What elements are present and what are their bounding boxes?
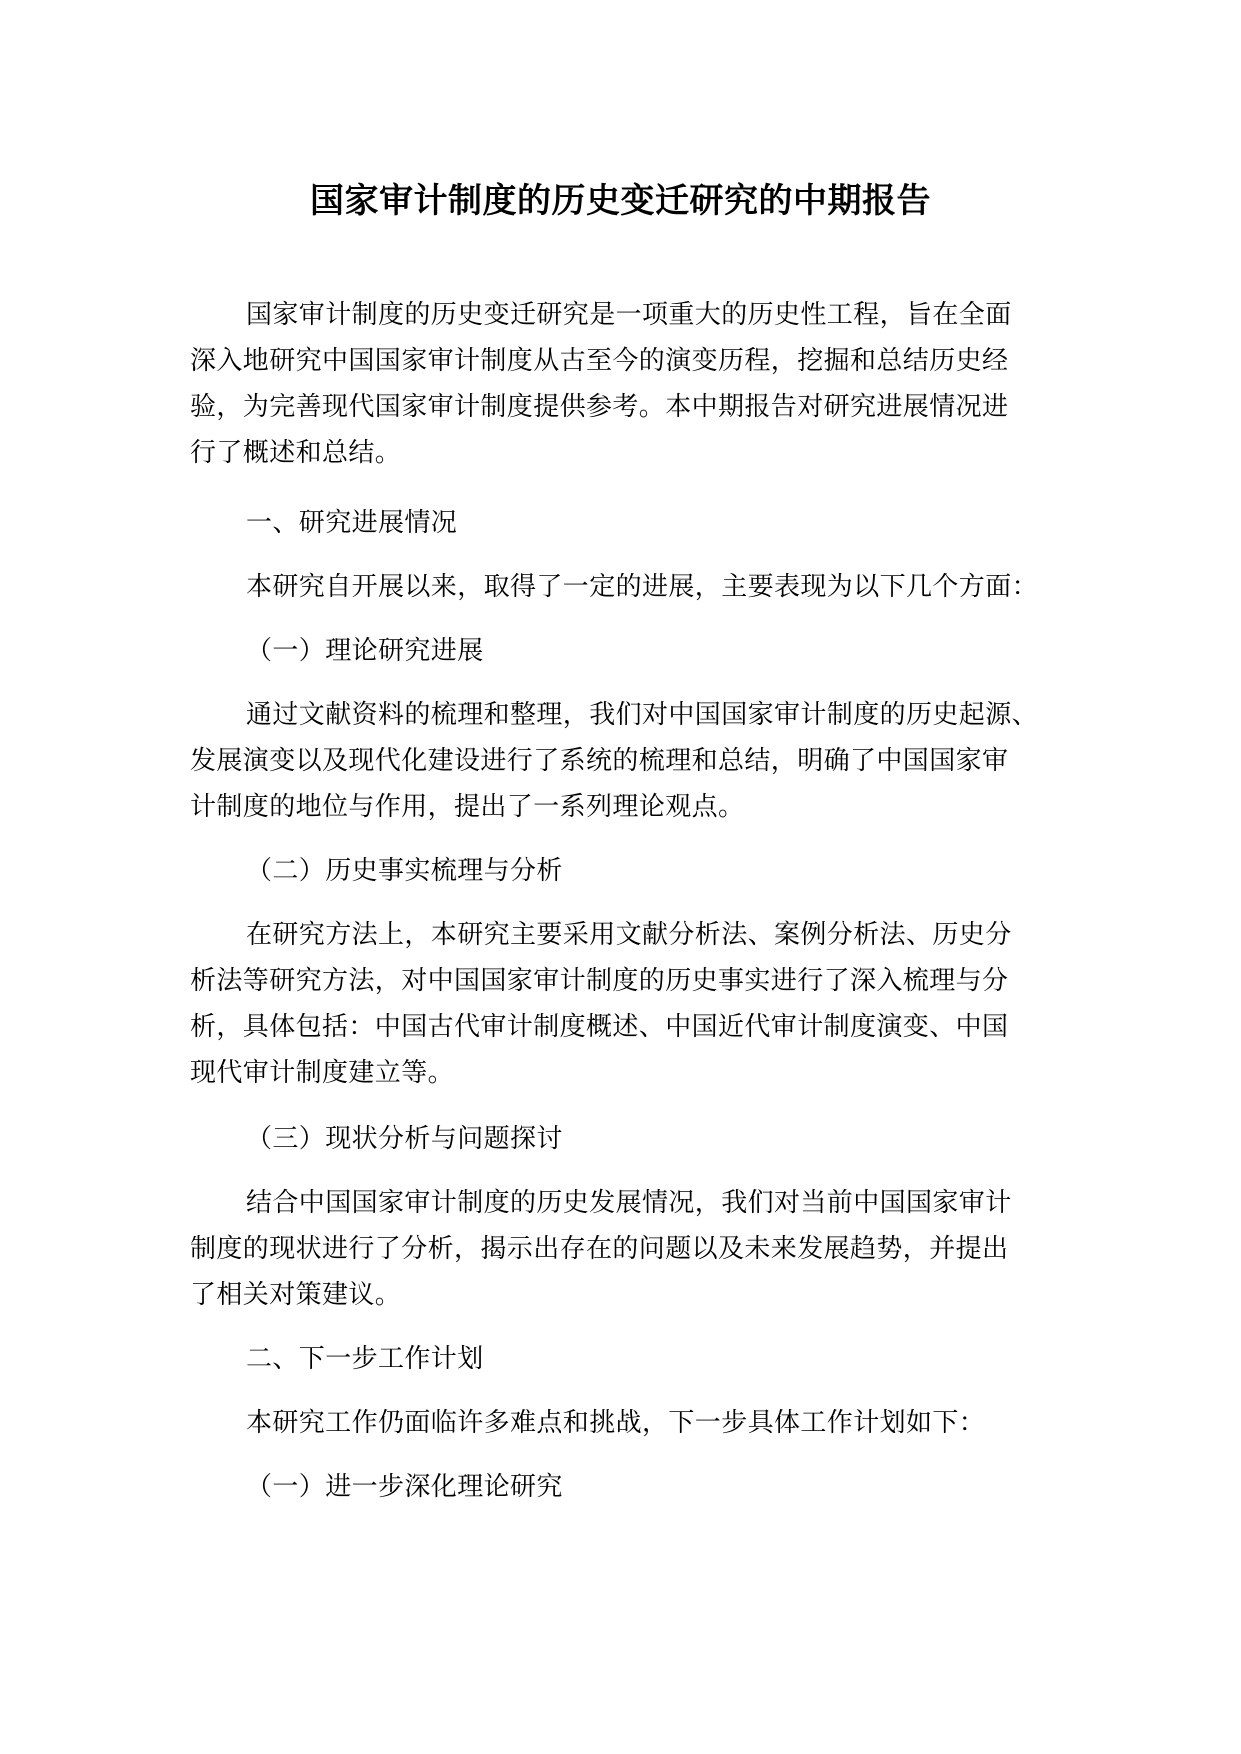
- progress-intro-paragraph: [190, 564, 1038, 610]
- paragraph-line: 析，具体包括：中国古代审计制度概述、中国近代审计制度演变、中国: [190, 1012, 1009, 1042]
- paragraph-line: 结合中国国家审计制度的历史发展情况，我们对当前中国国家审计: [246, 1188, 1012, 1218]
- heading-line: 一、研究进展情况: [246, 508, 458, 538]
- paragraph-line: 了相关对策建议。: [190, 1280, 402, 1310]
- heading-line: （三）现状分析与问题探讨: [246, 1124, 563, 1154]
- subheading-historical-facts: [190, 848, 563, 894]
- heading-line: （二）历史事实梳理与分析: [246, 856, 563, 886]
- heading-line: 二、下一步工作计划: [246, 1344, 484, 1374]
- paragraph-line: 现代审计制度建立等。: [190, 1058, 455, 1088]
- paragraph-line: 析法等研究方法，对中国国家审计制度的历史事实进行了深入梳理与分: [190, 966, 1009, 996]
- paragraph-line: 国家审计制度的历史变迁研究是一项重大的历史性工程，旨在全面: [246, 300, 1012, 330]
- subheading-deepen-theory: [190, 1464, 563, 1510]
- paragraph-line: 本研究自开展以来，取得了一定的进展，主要表现为以下几个方面：: [246, 572, 1039, 602]
- heading-line: （一）进一步深化理论研究: [246, 1472, 563, 1502]
- subheading-status-analysis: [190, 1116, 563, 1162]
- methods-paragraph: [190, 912, 1012, 1096]
- paragraph-line: 行了概述和总结。: [190, 438, 402, 468]
- paragraph-line: 制度的现状进行了分析，揭示出存在的问题以及未来发展趋势，并提出: [190, 1234, 1009, 1264]
- paragraph-line: 本研究工作仍面临许多难点和挑战，下一步具体工作计划如下：: [246, 1408, 986, 1438]
- section-heading-2: [190, 1336, 484, 1382]
- paragraph-line: 发展演变以及现代化建设进行了系统的梳理和总结，明确了中国国家审: [190, 746, 1009, 776]
- theory-paragraph: [190, 692, 1038, 830]
- paragraph-line: 通过文献资料的梳理和整理，我们对中国国家审计制度的历史起源、: [246, 700, 1039, 730]
- heading-line: （一）理论研究进展: [246, 636, 484, 666]
- paragraph-line: 在研究方法上，本研究主要采用文献分析法、案例分析法、历史分: [246, 920, 1012, 950]
- status-paragraph: [190, 1180, 1012, 1318]
- page-title: 国家审计制度的历史变迁研究的中期报告: [310, 181, 931, 221]
- subheading-theory-progress: [190, 628, 484, 674]
- section-heading-1: [190, 500, 457, 546]
- paragraph-line: 深入地研究中国国家审计制度从古至今的演变历程，挖掘和总结历史经: [190, 346, 1009, 376]
- plan-intro-paragraph: [190, 1400, 985, 1446]
- paragraph-line: 计制度的地位与作用，提出了一系列理论观点。: [190, 792, 745, 822]
- paragraph-line: 验，为完善现代国家审计制度提供参考。本中期报告对研究进展情况进: [190, 392, 1009, 422]
- intro-paragraph: [190, 292, 1012, 476]
